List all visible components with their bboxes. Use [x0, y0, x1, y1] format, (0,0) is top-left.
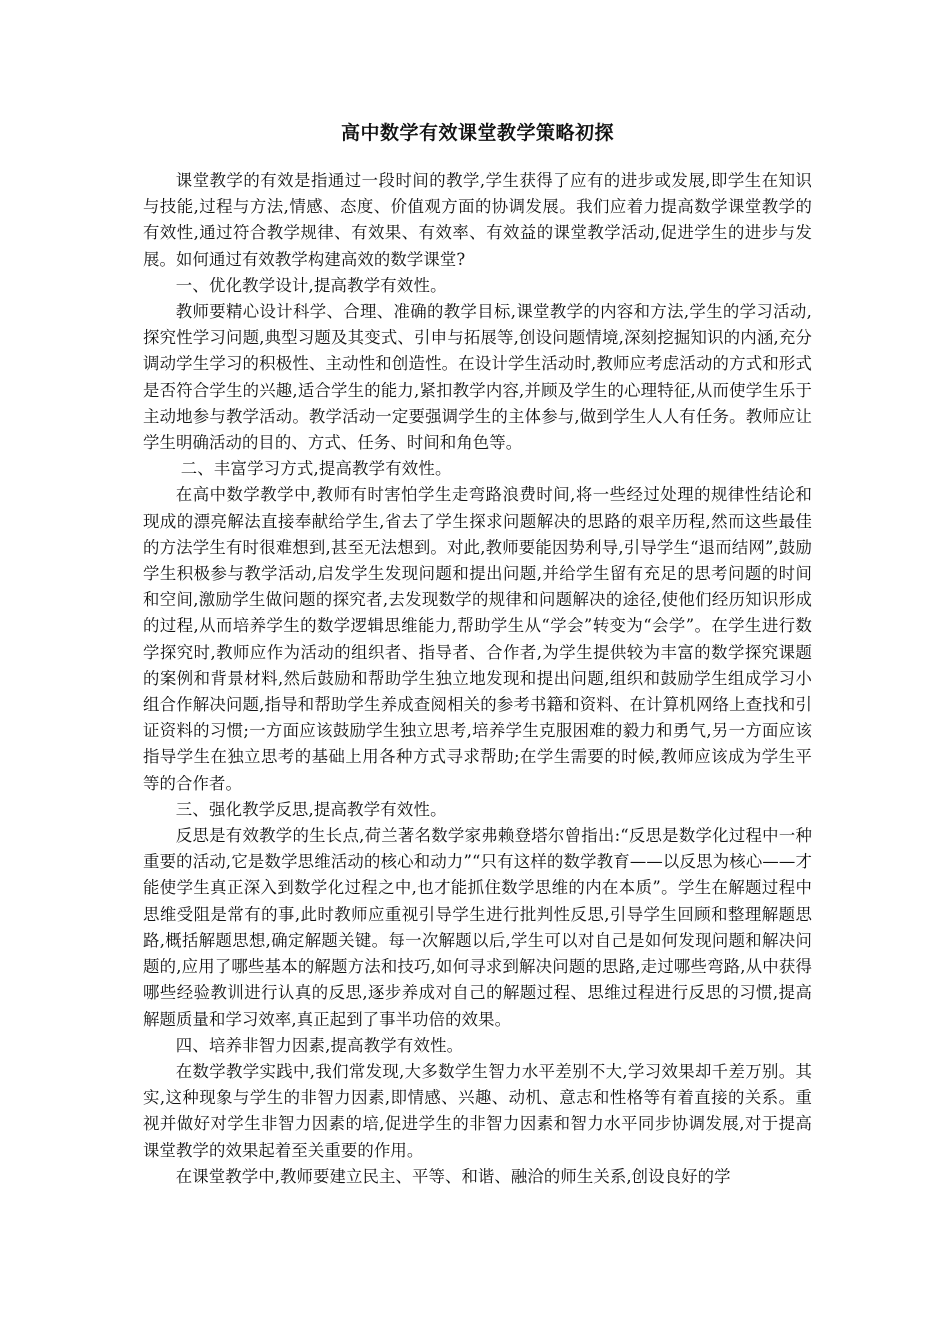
section-heading-3: 三、强化教学反思,提高教学有效性。 [175, 799, 447, 819]
document-title: 高中数学有效课堂教学策略初探 [340, 122, 614, 144]
section-heading-4: 四、培养非智力因素,提高教学有效性。 [175, 1035, 464, 1055]
paragraph-section-3: 反思是有效教学的生长点,荷兰著名数学家弗赖登塔尔曾指出:“反思是数学化过程中一种重要的活动,它是数学思维活动的核心和动力”“只有这样的数学教育——以反思为核心——才能使学生真正深入到数学化过程之中,也才能抓住数学思维的内在本质”。学生在解题过程中思维受阻是常有的事,此时教师应重视引导学生进行批判性反思,引导学生回顾和整理解题思路,概括解题思想,确定解题关键。每一次解题以后,学生可以对自己是如何发现问题和解决问题的,应用了哪些基本的解题方法和技巧,如何寻求到解决问题的思路,走过哪些弯路,从中获得哪些经验教训进行认真的反思,逐步养成对自己的解题过程、思维过程进行反思的习惯,提高解题质量和学习效率,真正起到了事半功倍的效果。 [143, 826, 812, 1029]
document-body [143, 168, 812, 1190]
paragraph-section-1: 教师要精心设计科学、合理、准确的教学目标,课堂教学的内容和方法,学生的学习活动,探究性学习问题,典型习题及其变式、引申与拓展等,创设问题情境,深刻挖掘知识的内涵,充分调动学生学习的积极性、主动性和创造性。在设计学生活动时,教师应考虑活动的方式和形式是否符合学生的兴趣,适合学生的能力,紧扣教学内容,并顾及学生的心理特征,从而使学生乐于主动地参与教学活动。教学活动一定要强调学生的主体参与,做到学生人人有任务。教师应让学生明确活动的目的、方式、任务、时间和角色等。 [143, 302, 812, 453]
section-heading-2: 二、丰富学习方式,提高教学有效性。 [180, 459, 452, 479]
paragraph-section-2: 在高中数学教学中,教师有时害怕学生走弯路浪费时间,将一些经过处理的规律性结论和现成的漂亮解法直接奉献给学生,省去了学生探求问题解决的思路的艰辛历程,然而这些最佳的方法学生有时很难想到,甚至无法想到。对此,教师要能因势利导,引导学生“退而结网”,鼓励学生积极参与教学活动,启发学生发现问题和提出问题,并给学生留有充足的思考问题的时间和空间,激励学生做问题的探究者,去发现数学的规律和问题解决的途径,使他们经历知识形成的过程,从而培养学生的数学逻辑思维能力,帮助学生从“学会”转变为“会学”。在学生进行数学探究时,教师应作为活动的组织者、指导者、合作者,为学生提供较为丰富的数学探究课题的案例和背景材料,然后鼓励和帮助学生独立地发现和提出问题,组织和鼓励学生组成学习小组合作解决问题,指导和帮助学生养成查阅相关的参考书籍和资料、在计算机网络上查找和引证资料的习惯;一方面应该鼓励学生独立思考,培养学生克服困难的毅力和勇气,另一方面应该指导学生在独立思考的基础上用各种方式寻求帮助;在学生需要的时候,教师应该成为学生平等的合作者。 [143, 485, 812, 793]
section-heading-1: 一、优化教学设计,提高教学有效性。 [175, 275, 447, 295]
paragraph-section-4: 在数学教学实践中,我们常发现,大多数学生智力水平差别不大,学习效果却千差万别。其实,这种现象与学生的非智力因素,即情感、兴趣、动机、意志和性格等有着直接的关系。重视并做好对学生非智力因素的培,促进学生的非智力因素和智力水平同步协调发展,对于提高课堂教学的效果起着至关重要的作用。 [143, 1061, 812, 1160]
paragraph-section-4-continued: 在课堂教学中,教师要建立民主、平等、和谐、融洽的师生关系,创设良好的学 [175, 1166, 731, 1186]
paragraph-intro: 课堂教学的有效是指通过一段时间的教学,学生获得了应有的进步或发展,即学生在知识与技能,过程与方法,情感、态度、价值观方面的协调发展。我们应着力提高数学课堂教学的有效性,通过符合教学规律、有效果、有效率、有效益的课堂教学活动,促进学生的进步与发展。如何通过有效教学构建高效的数学课堂? [143, 171, 812, 269]
